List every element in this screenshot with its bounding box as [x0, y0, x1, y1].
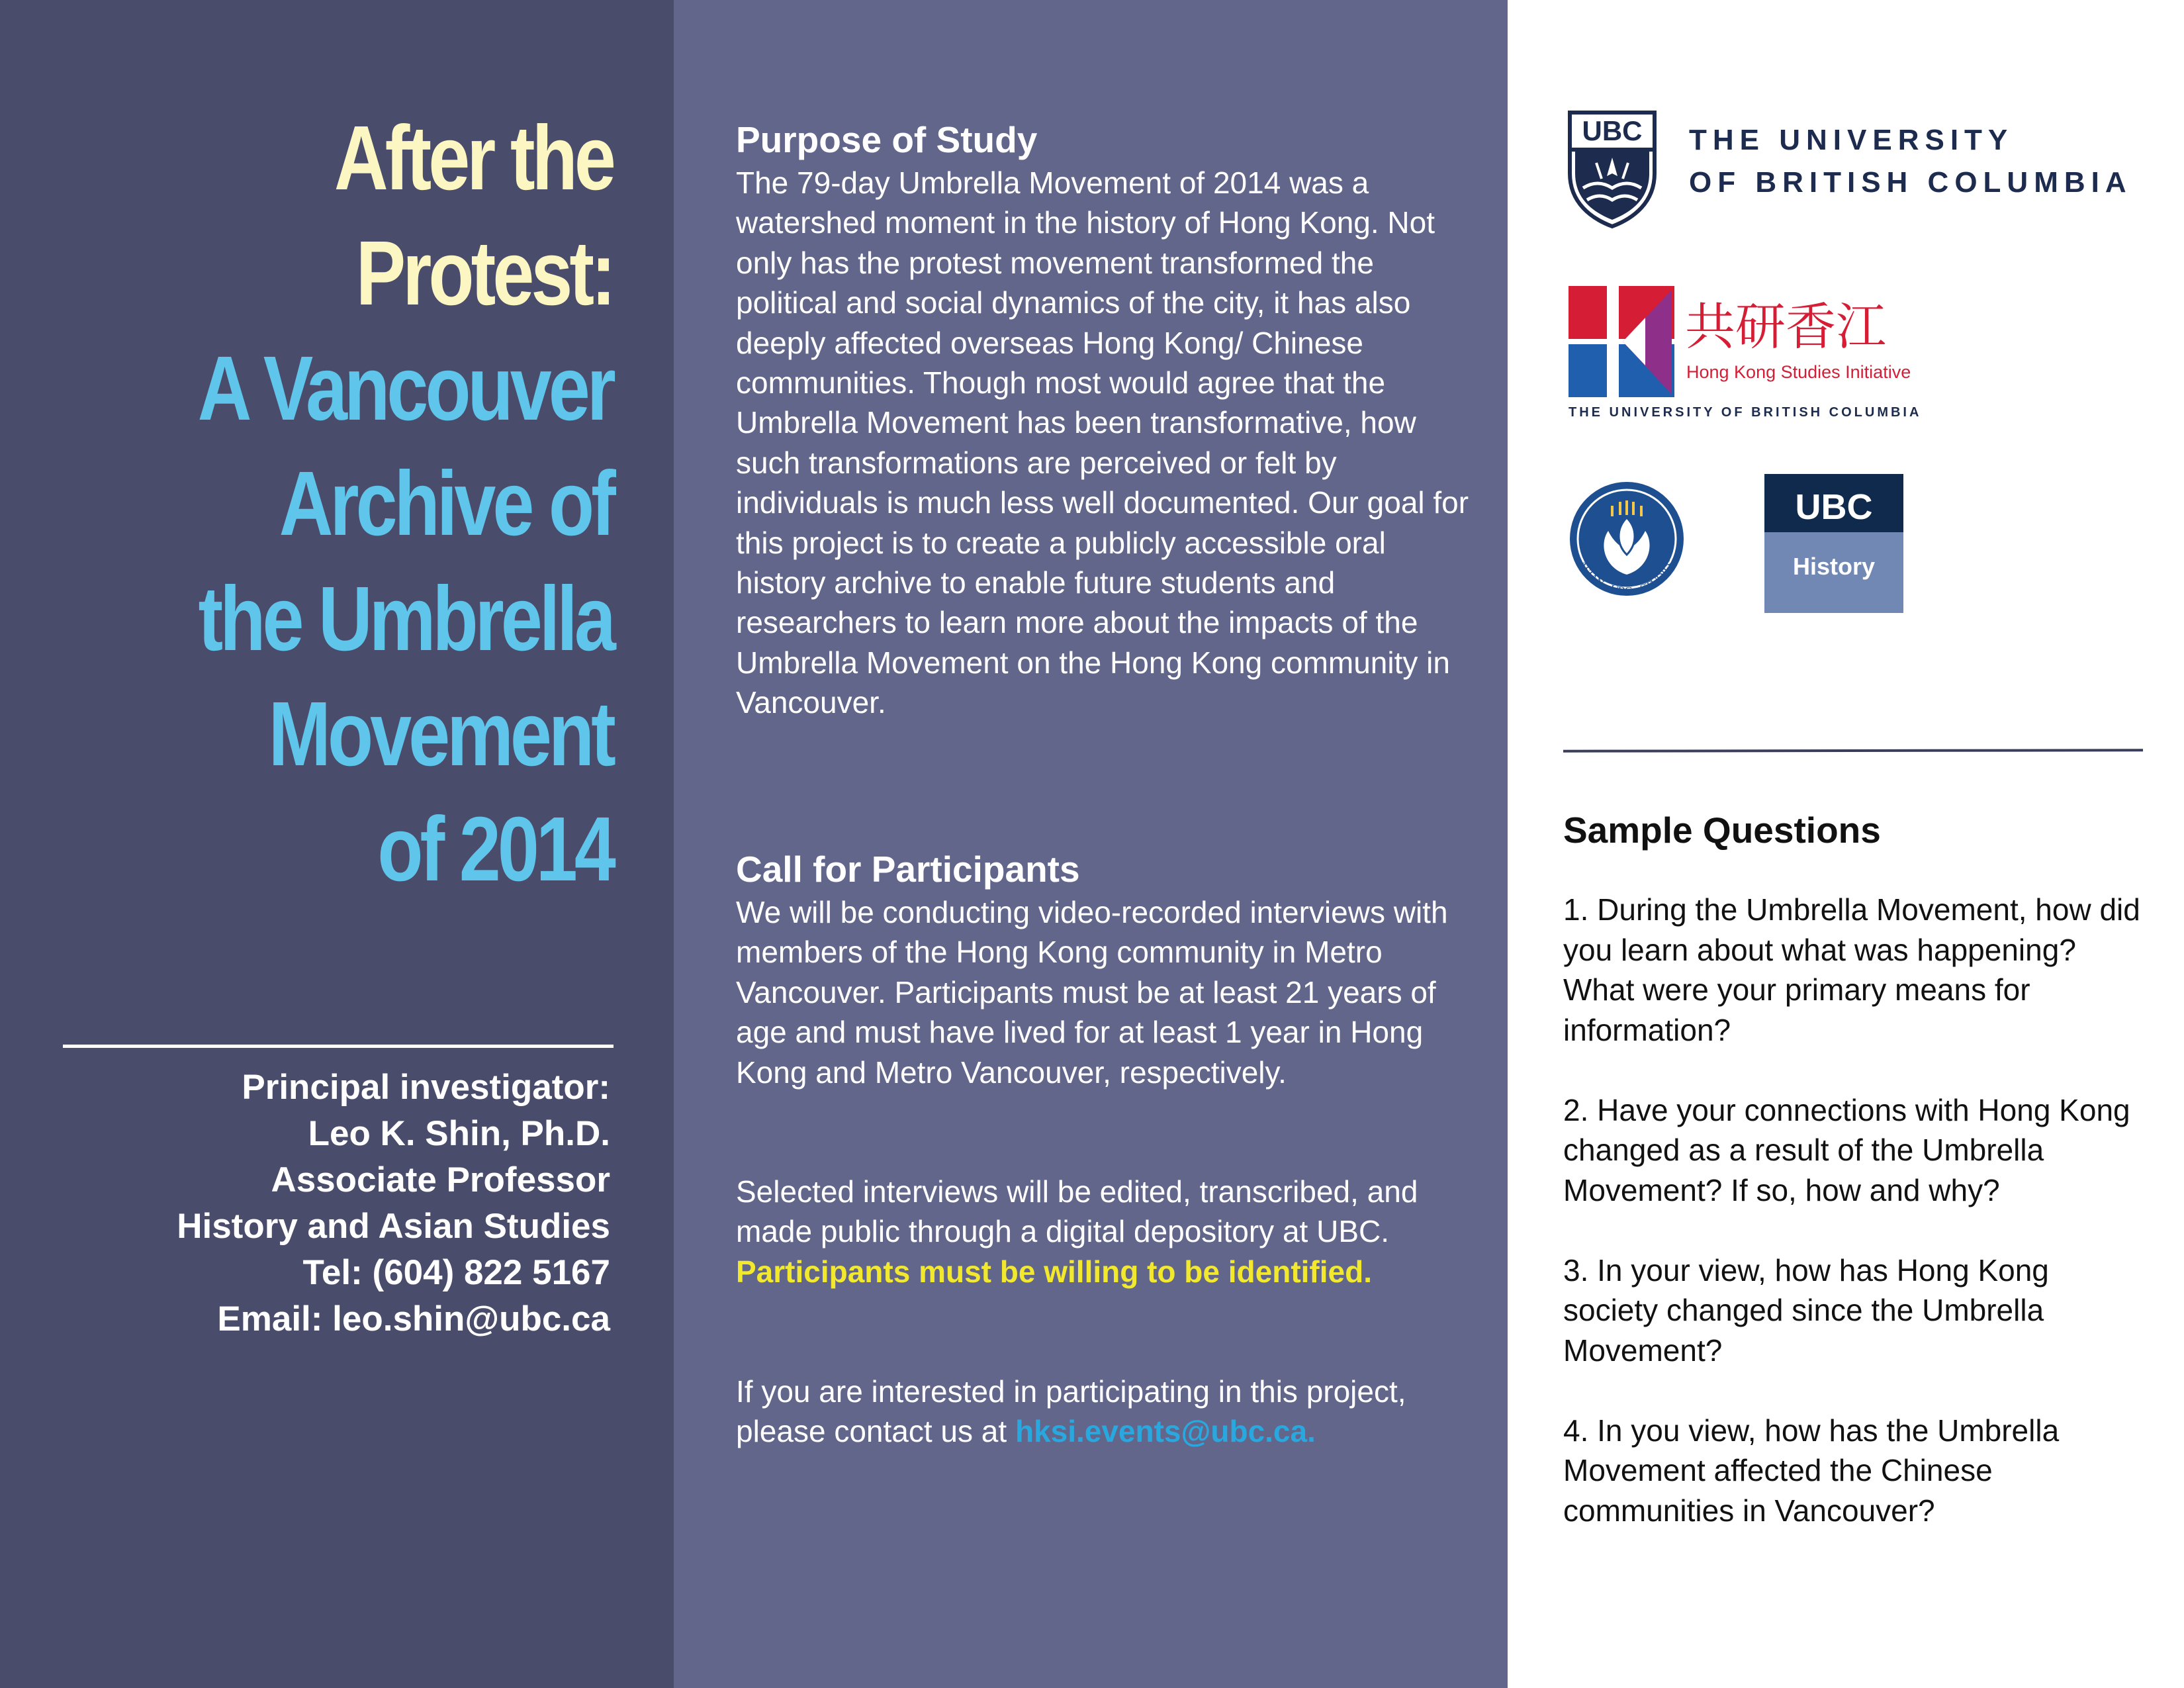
- contact-paragraph: [736, 1372, 1484, 1452]
- investigator-name: Leo K. Shin, Ph.D.: [308, 1114, 610, 1153]
- selected-text: Selected interviews will be edited, transcribed, and made public through a digital depository at UBC.: [736, 1174, 1418, 1249]
- purpose-heading: Purpose of Study: [736, 119, 1038, 160]
- sample-questions-heading: Sample Questions: [1563, 810, 1881, 851]
- ubc-name-line1: THE UNIVERSITY: [1689, 124, 2014, 156]
- poster-title: [198, 101, 613, 907]
- question-item: 3. In your view, how has Hong Kong society changed since the Umbrella Movement?: [1563, 1252, 2049, 1368]
- asian-seal-text: ASIAN • UBC • STUDIES: [1575, 558, 1678, 598]
- investigator-label: Principal investigator:: [242, 1068, 610, 1107]
- title-line: Protest:: [355, 222, 613, 324]
- ubc-logo-letters: [1570, 113, 1655, 147]
- call-heading: Call for Participants: [736, 849, 1080, 890]
- title-line: After the: [334, 107, 613, 209]
- identified-notice: Participants must be willing to be identified.: [736, 1254, 1372, 1289]
- contact-text: If you are interested in participating in this project, please contact us at: [736, 1374, 1406, 1449]
- contact-email-link[interactable]: hksi.events@ubc.ca.: [1015, 1414, 1316, 1449]
- investigator-position: Associate Professor: [271, 1160, 610, 1199]
- hksi-university-name: THE UNIVERSITY OF BRITISH COLUMBIA: [1569, 405, 1922, 420]
- investigator-info: [177, 1064, 610, 1342]
- title-line: A Vancouver: [197, 338, 613, 440]
- call-text: We will be conducting video-recorded interviews with members of the Hong Kong community in Metro Vancouver. Participants must be at least 21 years of age and must have lived for at least 1 year in Hong Kong and Metro Vancouver, respectively.: [736, 895, 1448, 1090]
- investigator-department: History and Asian Studies: [177, 1207, 610, 1246]
- selected-paragraph: [736, 1172, 1484, 1291]
- history-logo-bottom: History: [1764, 532, 1903, 613]
- title-line: Movement: [268, 683, 613, 785]
- title-line: of 2014: [377, 798, 613, 900]
- question-item: 2. Have your connections with Hong Kong changed as a result of the Umbrella Movement? If so, how and why?: [1563, 1092, 2130, 1207]
- investigator-email: Email: leo.shin@ubc.ca: [217, 1299, 610, 1338]
- left-panel: [0, 0, 674, 1688]
- title-line: the Umbrella: [198, 568, 613, 670]
- ubc-name-line2: OF BRITISH COLUMBIA: [1689, 166, 2132, 199]
- investigator-phone: Tel: (604) 822 5167: [302, 1253, 610, 1292]
- ubc-history-logo: [1764, 474, 1903, 613]
- hksi-chinese-name: 共研香江: [1685, 297, 1886, 356]
- right-panel: [1508, 0, 2184, 1688]
- purpose-text: The 79-day Umbrella Movement of 2014 was a watershed moment in the history of Hong Kong. Not only has the protest movement transformed the political and social dynamics of the city, it has also deeply affected overseas Hong Kong/ Chinese communities. Though most would agree that the Umbrella Movement has been transformative, how such transformations are perceived or felt by individuals is much less well documented. Our goal for this project is to create a publicly accessible oral history archive to enable future students and researchers to learn more about the impacts of the Umbrella Movement on the Hong Kong community in Vancouver.: [736, 165, 1469, 720]
- question-item: 1. During the Umbrella Movement, how did you learn about what was happening? What were your primary means for information?: [1563, 892, 2140, 1047]
- hksi-k-logo-icon: [1567, 285, 1678, 397]
- hksi-english-name: Hong Kong Studies Initiative: [1686, 362, 1911, 382]
- asian-studies-seal-icon: [1561, 475, 1693, 621]
- sample-questions-list: [1563, 890, 2146, 1571]
- right-divider: [1563, 749, 2143, 753]
- history-logo-top: UBC: [1764, 474, 1903, 532]
- middle-panel: [674, 0, 1508, 1688]
- ubc-crest-text: UBC: [1582, 115, 1643, 146]
- question-item: 4. In you view, how has the Umbrella Movement affected the Chinese communities in Vancouver?: [1563, 1413, 2060, 1528]
- title-line: Archive of: [279, 453, 613, 555]
- left-divider: [63, 1045, 614, 1048]
- ubc-name: [1689, 119, 2132, 204]
